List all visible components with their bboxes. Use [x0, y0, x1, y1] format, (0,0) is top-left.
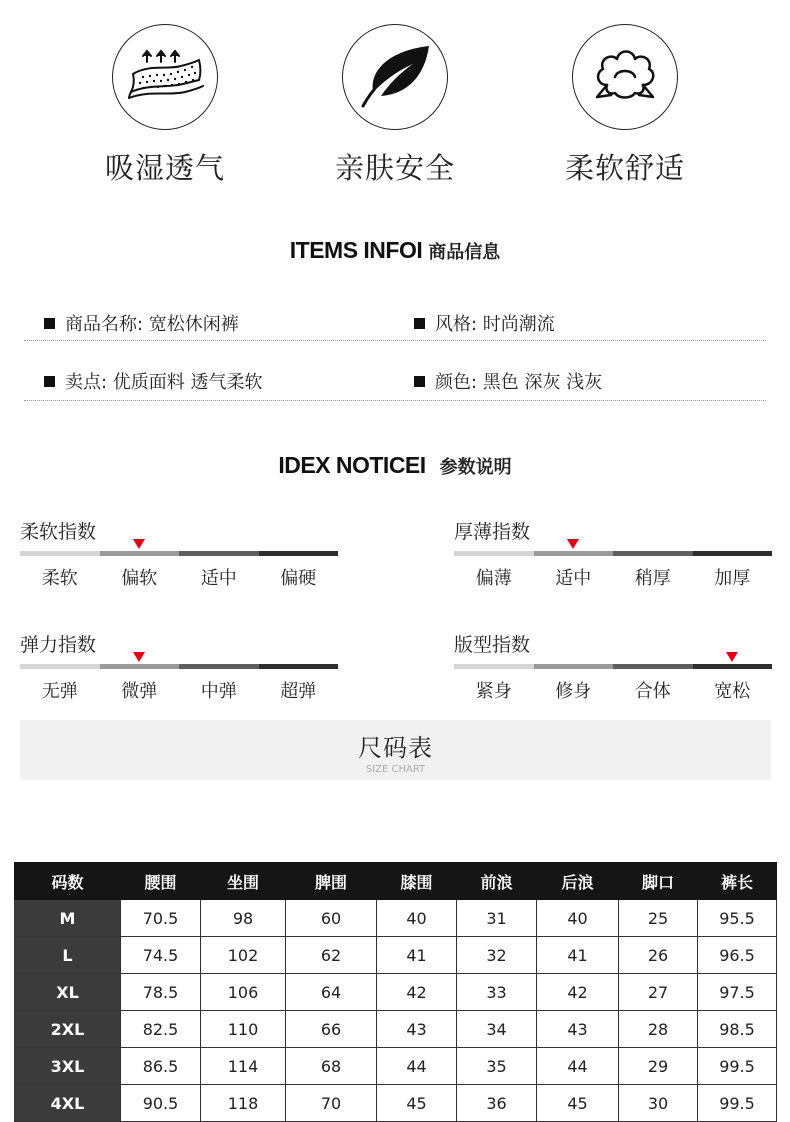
index-fit	[454, 630, 772, 703]
size-table-column-header: 脾围	[286, 863, 377, 900]
size-label-cell: 3XL	[15, 1048, 121, 1085]
table-cell: 60	[286, 900, 377, 937]
info-color	[414, 368, 602, 394]
scale-segment	[454, 664, 534, 669]
table-cell: 32	[457, 937, 537, 974]
index-option: 加厚	[714, 568, 751, 589]
table-cell: 62	[286, 937, 377, 974]
scale-segment	[20, 664, 100, 669]
table-row	[15, 900, 777, 937]
scale-segment	[259, 664, 339, 669]
table-cell: 82.5	[121, 1011, 201, 1048]
index-title: 弹力指数	[20, 634, 97, 656]
selected-marker-icon	[133, 652, 145, 662]
table-cell: 41	[537, 937, 619, 974]
feature-label: 吸湿透气	[104, 151, 225, 185]
table-cell: 27	[619, 974, 698, 1011]
table-cell: 78.5	[121, 974, 201, 1011]
table-cell: 26	[619, 937, 698, 974]
index-option: 偏软	[121, 568, 158, 589]
scale-segment	[20, 551, 100, 556]
index-title: 版型指数	[454, 634, 531, 656]
index-option: 无弹	[41, 681, 78, 702]
table-cell: 41	[377, 937, 457, 974]
feature-breathable	[85, 24, 245, 187]
scale-segment	[100, 551, 180, 556]
feature-skin-safe	[315, 24, 475, 187]
index-notice-title-cn: 参数说明	[439, 457, 512, 478]
table-cell: 45	[537, 1085, 619, 1122]
table-cell: 106	[201, 974, 286, 1011]
size-table-column-header: 脚口	[619, 863, 698, 900]
size-table-header	[15, 863, 777, 900]
scale-segment	[693, 664, 773, 669]
index-options	[20, 677, 338, 703]
table-cell: 118	[201, 1085, 286, 1122]
size-label-cell: 2XL	[15, 1011, 121, 1048]
items-info-title-cn: 商品信息	[428, 242, 501, 263]
info-style	[414, 310, 555, 336]
scale-segment	[259, 551, 339, 556]
scale-segment	[179, 664, 259, 669]
divider	[24, 340, 766, 341]
index-option: 微弹	[121, 681, 158, 702]
table-row	[15, 1048, 777, 1085]
table-cell: 102	[201, 937, 286, 974]
index-scale-bar	[20, 664, 338, 669]
table-cell: 44	[377, 1048, 457, 1085]
size-table-column-header: 腰围	[121, 863, 201, 900]
info-product-name	[44, 310, 239, 336]
index-scale-bar	[20, 551, 338, 556]
size-table-column-header: 裤长	[698, 863, 777, 900]
table-cell: 35	[457, 1048, 537, 1085]
table-cell: 28	[619, 1011, 698, 1048]
index-option: 偏硬	[280, 568, 317, 589]
table-cell: 42	[537, 974, 619, 1011]
feature-label: 亲肤安全	[334, 151, 455, 185]
index-option: 合体	[634, 681, 671, 702]
size-table-column-header: 坐围	[201, 863, 286, 900]
table-cell: 64	[286, 974, 377, 1011]
index-options	[454, 677, 772, 703]
table-cell: 68	[286, 1048, 377, 1085]
info-row-2	[24, 368, 766, 398]
selected-marker-icon	[133, 539, 145, 549]
leaf-icon	[342, 24, 448, 130]
bullet-icon	[44, 318, 55, 329]
items-info-title-en: ITEMS INFOI	[289, 237, 423, 263]
table-cell: 33	[457, 974, 537, 1011]
index-option: 稍厚	[634, 568, 671, 589]
table-cell: 66	[286, 1011, 377, 1048]
table-cell: 95.5	[698, 900, 777, 937]
index-option: 修身	[555, 681, 592, 702]
table-cell: 45	[377, 1085, 457, 1122]
scale-segment	[179, 551, 259, 556]
table-cell: 86.5	[121, 1048, 201, 1085]
table-cell: 25	[619, 900, 698, 937]
index-options	[454, 564, 772, 590]
index-option: 柔软	[41, 568, 78, 589]
table-cell: 30	[619, 1085, 698, 1122]
index-option: 紧身	[475, 681, 512, 702]
table-cell: 96.5	[698, 937, 777, 974]
size-label-cell: L	[15, 937, 121, 974]
table-cell: 98.5	[698, 1011, 777, 1048]
scale-segment	[613, 551, 693, 556]
table-cell: 43	[377, 1011, 457, 1048]
table-cell: 114	[201, 1048, 286, 1085]
table-cell: 74.5	[121, 937, 201, 974]
size-chart-subtitle: SIZE CHART	[365, 764, 426, 775]
index-thickness	[454, 517, 772, 590]
divider	[24, 400, 766, 401]
info-product-name-text: 商品名称: 宽松休闲裤	[65, 314, 239, 335]
table-row	[15, 974, 777, 1011]
table-cell: 43	[537, 1011, 619, 1048]
table-cell: 110	[201, 1011, 286, 1048]
index-option: 超弹	[280, 681, 317, 702]
feature-soft	[545, 24, 705, 187]
index-option: 适中	[555, 568, 592, 589]
info-selling-point	[44, 368, 263, 394]
size-chart-header	[20, 720, 771, 780]
table-cell: 40	[537, 900, 619, 937]
table-cell: 99.5	[698, 1085, 777, 1122]
size-chart-title: 尺码表	[358, 734, 433, 762]
index-softness	[20, 517, 338, 590]
index-notice-title	[0, 452, 790, 479]
size-label-cell: 4XL	[15, 1085, 121, 1122]
size-label-cell: M	[15, 900, 121, 937]
index-option: 中弹	[200, 681, 237, 702]
breathable-fabric-icon	[112, 24, 218, 130]
table-row	[15, 937, 777, 974]
index-options	[20, 564, 338, 590]
table-cell: 36	[457, 1085, 537, 1122]
scale-segment	[534, 664, 614, 669]
table-cell: 42	[377, 974, 457, 1011]
info-row-1	[24, 310, 766, 340]
table-cell: 70.5	[121, 900, 201, 937]
info-color-text: 颜色: 黑色 深灰 浅灰	[435, 372, 603, 393]
index-scale-bar	[454, 551, 772, 556]
selected-marker-icon	[726, 652, 738, 662]
scale-segment	[454, 551, 534, 556]
info-style-text: 风格: 时尚潮流	[435, 314, 555, 335]
scale-segment	[613, 664, 693, 669]
index-scale-bar	[454, 664, 772, 669]
scale-segment	[693, 551, 773, 556]
index-option: 偏薄	[475, 568, 512, 589]
bullet-icon	[44, 376, 55, 387]
index-option: 宽松	[714, 681, 751, 702]
info-selling-point-text: 卖点: 优质面料 透气柔软	[65, 372, 263, 393]
cotton-icon	[572, 24, 678, 130]
table-cell: 90.5	[121, 1085, 201, 1122]
table-cell: 98	[201, 900, 286, 937]
bullet-icon	[414, 318, 425, 329]
table-cell: 70	[286, 1085, 377, 1122]
table-cell: 31	[457, 900, 537, 937]
size-table	[14, 862, 777, 1122]
table-cell: 99.5	[698, 1048, 777, 1085]
size-table-column-header: 膝围	[377, 863, 457, 900]
selected-marker-icon	[567, 539, 579, 549]
index-title: 厚薄指数	[454, 521, 531, 543]
size-table-column-header: 码数	[15, 863, 121, 900]
feature-label: 柔软舒适	[564, 151, 685, 185]
table-cell: 44	[537, 1048, 619, 1085]
table-row	[15, 1011, 777, 1048]
size-table-column-header: 前浪	[457, 863, 537, 900]
items-info-title	[0, 237, 790, 264]
scale-segment	[100, 664, 180, 669]
bullet-icon	[414, 376, 425, 387]
table-cell: 40	[377, 900, 457, 937]
table-cell: 29	[619, 1048, 698, 1085]
scale-segment	[534, 551, 614, 556]
index-title: 柔软指数	[20, 521, 97, 543]
index-notice-title-en: IDEX NOTICEI	[278, 452, 426, 478]
index-elasticity	[20, 630, 338, 703]
size-table-column-header: 后浪	[537, 863, 619, 900]
table-cell: 97.5	[698, 974, 777, 1011]
index-option: 适中	[200, 568, 237, 589]
table-cell: 34	[457, 1011, 537, 1048]
size-label-cell: XL	[15, 974, 121, 1011]
